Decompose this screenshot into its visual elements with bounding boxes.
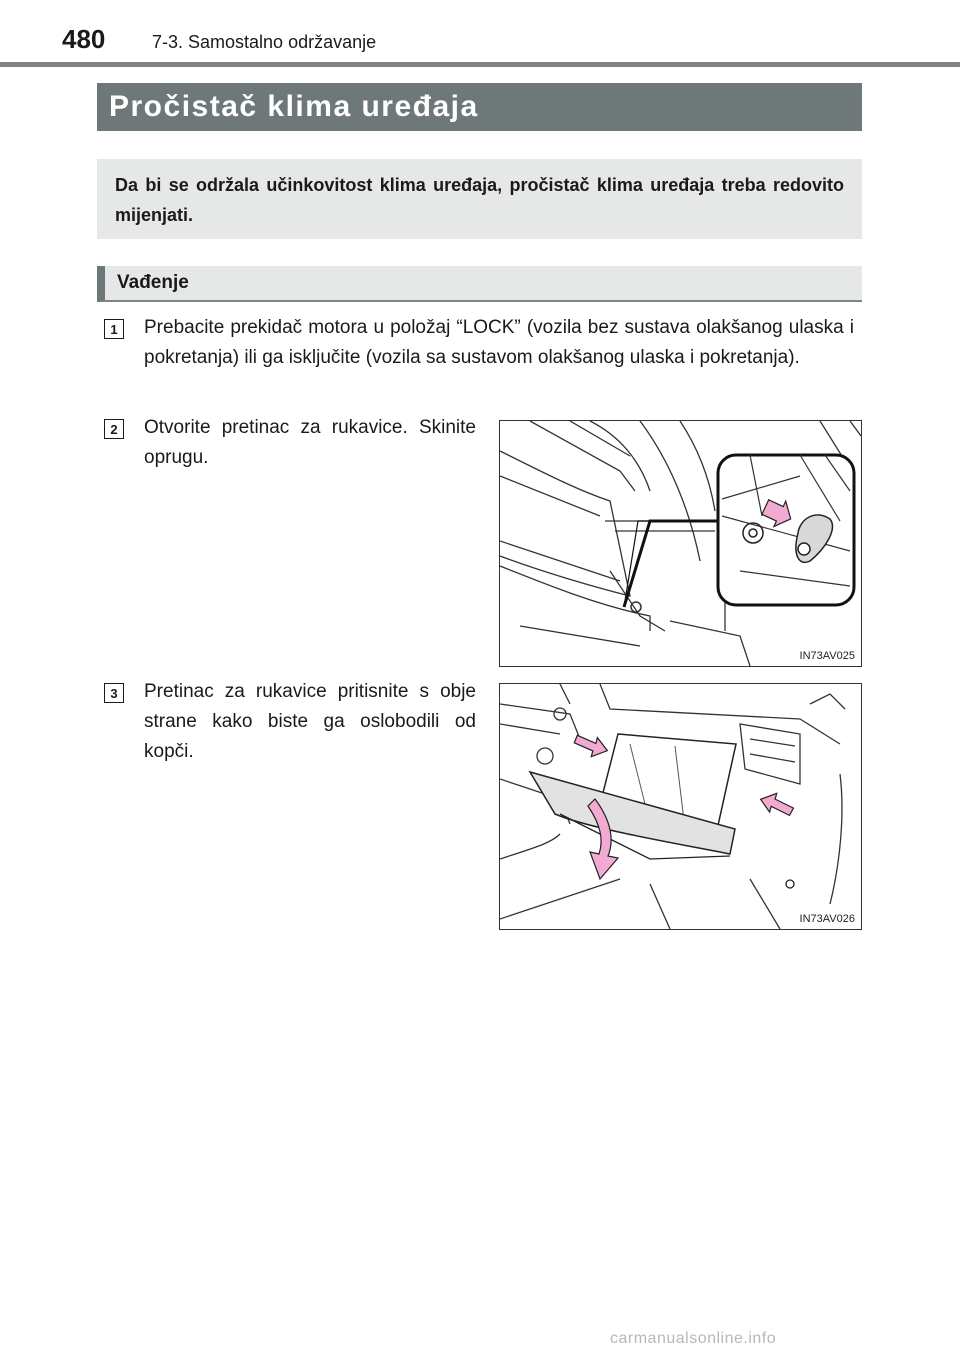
glovebox-release-illustration <box>500 684 861 929</box>
intro-box <box>97 159 862 239</box>
figure-glovebox-release <box>499 683 862 930</box>
figure-glovebox-spring <box>499 420 862 667</box>
step-1-number: 1 <box>104 319 124 339</box>
watermark[interactable]: carmanualsonline.info <box>610 1330 777 1347</box>
page-title-text: Pročistač klima uređaja <box>109 90 479 123</box>
step-2-text: Otvorite pretinac za rukavice. Skinite oprugu. <box>144 417 476 468</box>
glovebox-spring-illustration <box>500 421 861 666</box>
figure-1-code: IN73AV025 <box>799 650 855 662</box>
step-3-number: 3 <box>104 683 124 703</box>
section-heading-text: Vađenje <box>117 272 189 293</box>
section-heading <box>97 266 862 302</box>
page-title <box>97 83 862 131</box>
header-divider <box>0 62 960 67</box>
page-number: 480 <box>62 24 106 54</box>
step-2-number: 2 <box>104 419 124 439</box>
step-1-text: Prebacite prekidač motora u položaj “LOCK” (vozila bez sustava olakšanog ulaska i pokretanja) ili ga isključite (vozila sa sustavom olakšanog ulaska i pokretanja). <box>144 317 854 368</box>
step-3-text: Pretinac za rukavice pritisnite s obje strane kako biste ga oslobodili od kopči. <box>144 681 476 762</box>
chapter-title: 7-3. Samostalno održavanje <box>152 32 377 52</box>
figure-2-code: IN73AV026 <box>799 913 855 925</box>
intro-text: Da bi se održala učinkovitost klima uređaja, pročistač klima uređaja treba redovito mijenjati. <box>115 175 844 225</box>
